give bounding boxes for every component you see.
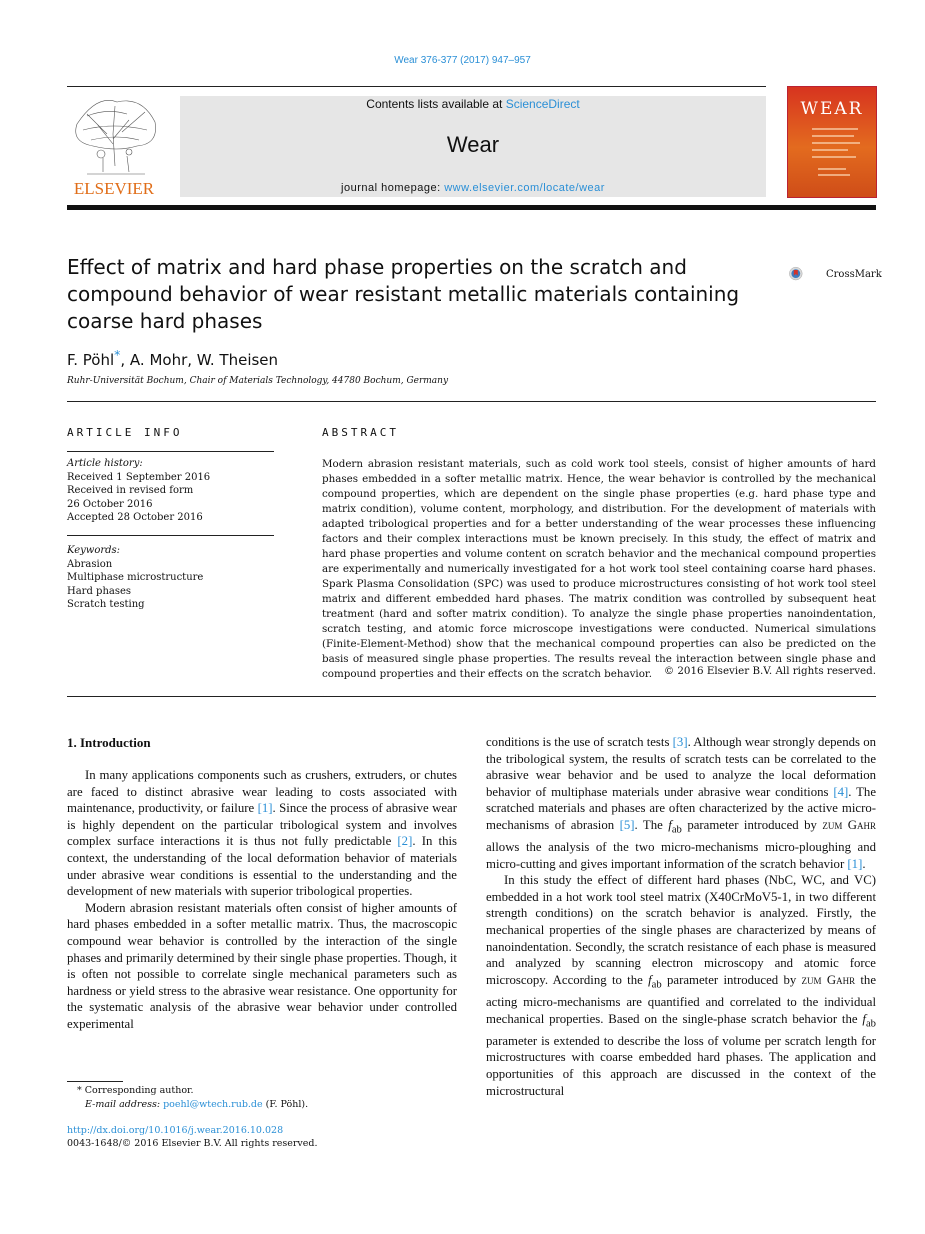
author-list: [67, 347, 278, 369]
homepage-link[interactable]: www.elsevier.com/locate/wear: [444, 182, 605, 194]
rule: [67, 535, 274, 536]
journal-cover-image[interactable]: [787, 86, 877, 198]
keyword: Multiphase microstructure: [67, 572, 204, 583]
citation-link[interactable]: [4]: [833, 784, 849, 799]
email-link[interactable]: poehl@wtech.rub.de: [163, 1099, 263, 1110]
journal-citation[interactable]: Wear 376-377 (2017) 947–957: [394, 55, 531, 66]
keywords: [67, 544, 203, 612]
abstract-copyright: © 2016 Elsevier B.V. All rights reserved.: [663, 665, 876, 677]
keyword: Abrasion: [67, 558, 113, 570]
footnote: * Corresponding author. E-mail address: poehl@wtech.rub.de (F. Pöhl).: [77, 1085, 309, 1110]
history-item: Received in revised form: [67, 485, 194, 496]
header-thick-rule: [67, 205, 876, 210]
history-item: Accepted 28 October 2016: [67, 512, 203, 523]
section-heading: 1. Introduction: [67, 735, 151, 750]
keywords-label: Keywords:: [67, 545, 121, 556]
article-info-heading: ARTICLE INFO: [67, 426, 183, 439]
elsevier-wordmark: ELSEVIER: [73, 179, 155, 198]
abstract-text: Modern abrasion resistant materials, such as cold work tool steels, consist of higher amounts of hard phases embedded in a softer metallic matrix. Hence, the wear behavior is controlled by the mechanical compound properties, which are dependent on the single phase properties (e.g. hard phase type and matrix condition), volume content, morphology, and distribution. For the development of materials with adapted tribological properties and for a better understanding of the wear processes these influencing factors and their complex interactions must be known precisely. In this study, the effect of matrix and hard phase properties and volume content on scratch behavior and the mechanical compound properties are experimentally and numerically investigated for a hot work tool steel containing coarse hard phases. Spark Plasma Consolidation (SPC) was used to produce microstructures consisting of hot work tool steel matrix and different embedded hard phases. The matrix condition was controlled by subsequent heat treatment (hard and softer matrix condition). To analyze the single phase properties nanoindentation, scratch testing, and atomic force microscope investigations were conducted. Numerical simulations (Finite-Element-Method) show that the mechanical compound properties can also be predicted on the basis of measured single phase properties. The results reveal the interaction between single phase and compound properties and their effects on the scratch behavior.: [322, 458, 876, 680]
keyword: Scratch testing: [67, 599, 145, 610]
author-names: , A. Mohr, W. Theisen: [120, 351, 279, 369]
cover-title: WEAR: [800, 99, 864, 119]
rule: [67, 696, 876, 697]
history-item: 26 October 2016: [67, 498, 153, 510]
contents-line: Contents lists available at ScienceDirect: [366, 97, 580, 111]
rule: [67, 401, 876, 402]
citation-link[interactable]: [3]: [672, 735, 688, 749]
journal-homepage: journal homepage: www.elsevier.com/locate/wear: [341, 182, 605, 194]
cover-decoration: [788, 87, 876, 197]
rule: [67, 451, 274, 452]
paragraph: In this study the effect of different hard phases (NbC, WC, and VC) embedded in a hot work tool steel matrix (X40CrMoV5-1, in two different strength conditions) on the scratch behavior is analyzed. Firstly, the mechanical properties of the single phases are characterized by means of nanoindentation. Secondly, the scratch resistance of each phase is measured and analyzed by scanning electron microscopy and atomic force microscopy. According to the $f_{ab}$ parameter introduced by zum Gahr the acting micro-mechanisms are quantified and correlated to the individual mechanical properties. Based on the single-phase scratch behavior the $f_{ab}$ parameter is extended to describe the loss of volume per scratch length for microstructures with coarse embedded hard phases. The application and opportunities of this approach are discussed in the context of the microstructural: [486, 873, 876, 1098]
paragraph: Modern abrasion resistant materials often consist of higher amounts of hard phases embedded in a softer metallic matrix. Thus, the macroscopic compound wear behavior is controlled by the interaction of the single phases and primarily determined by their single phase properties. Though, it is often not possible to correlate single mechanical parameters such as hardness or yield stress to the abrasive wear resistance. One opportunity for the systematic analysis of the abrasive wear behavior under controlled experimental: [67, 900, 457, 1031]
body-column-right: [486, 734, 876, 1099]
crossmark-label[interactable]: CrossMark: [826, 269, 882, 280]
elsevier-tree-logo: [67, 94, 162, 198]
citation-link[interactable]: [1]: [257, 801, 273, 816]
journal-title: Wear: [446, 132, 500, 157]
paragraph: conditions is the use of scratch tests [3]. Although wear strongly depends on the tribological system, the results of scratch tests can be correlated to the abrasive wear behavior and be used to analyze the local deformation behavior of multiphase materials under abrasive wear conditions [4]. The scratched materials and phases are often characterized by the active micro-mechanisms of abrasion [5]. The $f_{ab}$ parameter introduced by zum Gahr allows the analysis of the two micro-mechanisms micro-ploughing and micro-cutting and gives important information of the scratch behavior [1].: [486, 735, 877, 871]
author-name: F. Pöhl: [67, 351, 115, 369]
issn-line: 0043-1648/© 2016 Elsevier B.V. All rights reserved.: [67, 1138, 318, 1149]
paragraph: In many applications components such as crushers, extruders, or chutes are faced to distinct abrasive wear leading to costs associated with maintenance, productivity, or failure [1]. Since the process of abrasive wear is highly dependent on the particular tribological system and involves complex surface interactions it is thus not fully predictable [2]. In this context, the understanding of the local deformation behavior of materials under abrasive wear conditions is essential to the understanding and the development of new materials with superior tribological properties.: [67, 768, 457, 899]
citation-link[interactable]: [2]: [397, 834, 413, 849]
affiliation: Ruhr-Universität Bochum, Chair of Materials Technology, 44780 Bochum, Germany: [67, 376, 449, 386]
article-title: Effect of matrix and hard phase properties on the scratch and compound behavior of wear resistant metallic materials containing coarse hard phases: [67, 255, 740, 333]
abstract-heading: ABSTRACT: [322, 426, 399, 439]
body-column-left: [67, 767, 457, 1033]
history-label: Article history:: [67, 458, 143, 469]
article-history: [67, 457, 210, 525]
footnote-rule: [67, 1081, 123, 1082]
journal-masthead: [180, 96, 766, 197]
sciencedirect-link[interactable]: ScienceDirect: [505, 97, 580, 111]
keyword: Hard phases: [67, 585, 132, 597]
footnote-mark: *: [77, 1085, 82, 1096]
citation-link[interactable]: [5]: [619, 817, 635, 832]
doi-link[interactable]: http://dx.doi.org/10.1016/j.wear.2016.10.028: [67, 1125, 284, 1136]
citation-link[interactable]: [1]: [847, 856, 863, 871]
history-item: Received 1 September 2016: [67, 471, 211, 483]
top-rule: [67, 86, 766, 87]
corresponding-author-mark[interactable]: *: [114, 347, 121, 362]
doi-block: [67, 1124, 318, 1150]
crossmark-icon[interactable]: [789, 256, 825, 292]
